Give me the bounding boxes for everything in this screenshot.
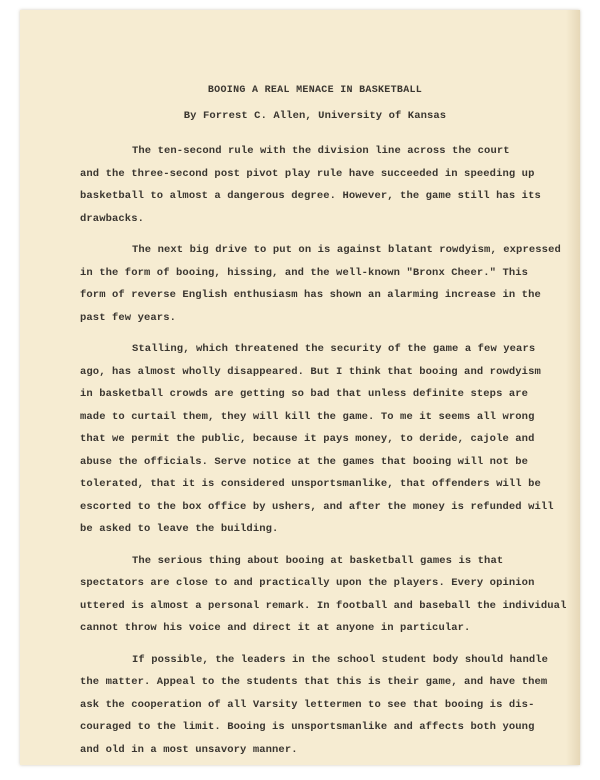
text-line: couraged to the limit. Booing is unsportsmanlike and affects both young [80, 721, 535, 733]
text-line: Stalling, which threatened the security of the game a few years [132, 343, 536, 355]
text-line: in the form of booing, hissing, and the well-known "Bronx Cheer." This [80, 266, 529, 279]
document-title: BOOING A REAL MENACE IN BASKETBALL [207, 85, 423, 96]
text-line: If possible, the leaders in the school student body should handle [132, 653, 549, 666]
text-line: abuse the officials. Serve notice at the games that booing will not be [80, 455, 529, 468]
paragraph-2 [80, 239, 561, 329]
text-line: cannot throw his voice and direct it at anyone in particular. [80, 622, 471, 634]
text-line: tolerated, that it is considered unsportsmanlike, that offenders will be [80, 478, 541, 490]
text-line: uttered is almost a personal remark. In football and baseball the individual [80, 599, 567, 612]
text-line: made to curtail them, they will kill the game. To me it seems all wrong [80, 410, 535, 423]
text-line: escorted to the box office by ushers, and after the money is refunded will [80, 500, 554, 513]
text-line: ago, has almost wholly disappeared. But I think that booing and rowdyism [80, 365, 541, 378]
text-line: be asked to leave the building. [80, 523, 279, 535]
text-line: form of reverse English enthusiasm has shown an alarming increase in the [80, 289, 541, 301]
typed-text-block [80, 70, 567, 770]
page-edge-shadow [566, 10, 580, 765]
typewritten-page [20, 10, 580, 765]
paragraph-3 [80, 338, 554, 541]
text-line: and the three-second post pivot play rule have succeeded in speeding up [80, 167, 535, 180]
text-line: drawbacks. [80, 212, 145, 225]
text-line: and old in a most unsavory manner. [80, 743, 298, 756]
text-line: spectators are close to and practically upon the players. Every opinion [80, 577, 535, 589]
text-line: that we permit the public, because it pays money, to deride, cajole and [80, 433, 535, 445]
document-byline: By Forrest C. Allen, University of Kansas [183, 110, 447, 122]
paragraph-5 [80, 649, 550, 762]
text-line: past few years. [80, 311, 177, 324]
text-line: The next big drive to put on is against blatant rowdyism, expressed [132, 244, 561, 256]
text-line: The ten-second rule with the division line across the court [132, 145, 510, 157]
paragraph-4 [80, 550, 567, 640]
paragraph-1 [80, 140, 550, 230]
text-line: in basketball crowds are getting so bad that unless definite steps are [80, 388, 529, 400]
text-line: the matter. Appeal to the students that this is their game, and have them [80, 676, 548, 688]
text-line: ask the cooperation of all Varsity lettermen to see that booing is dis- [80, 698, 535, 711]
text-line: basketball to almost a dangerous degree. However, the game still has its [80, 190, 541, 202]
text-line: The serious thing about booing at basketball games is that [132, 554, 504, 567]
